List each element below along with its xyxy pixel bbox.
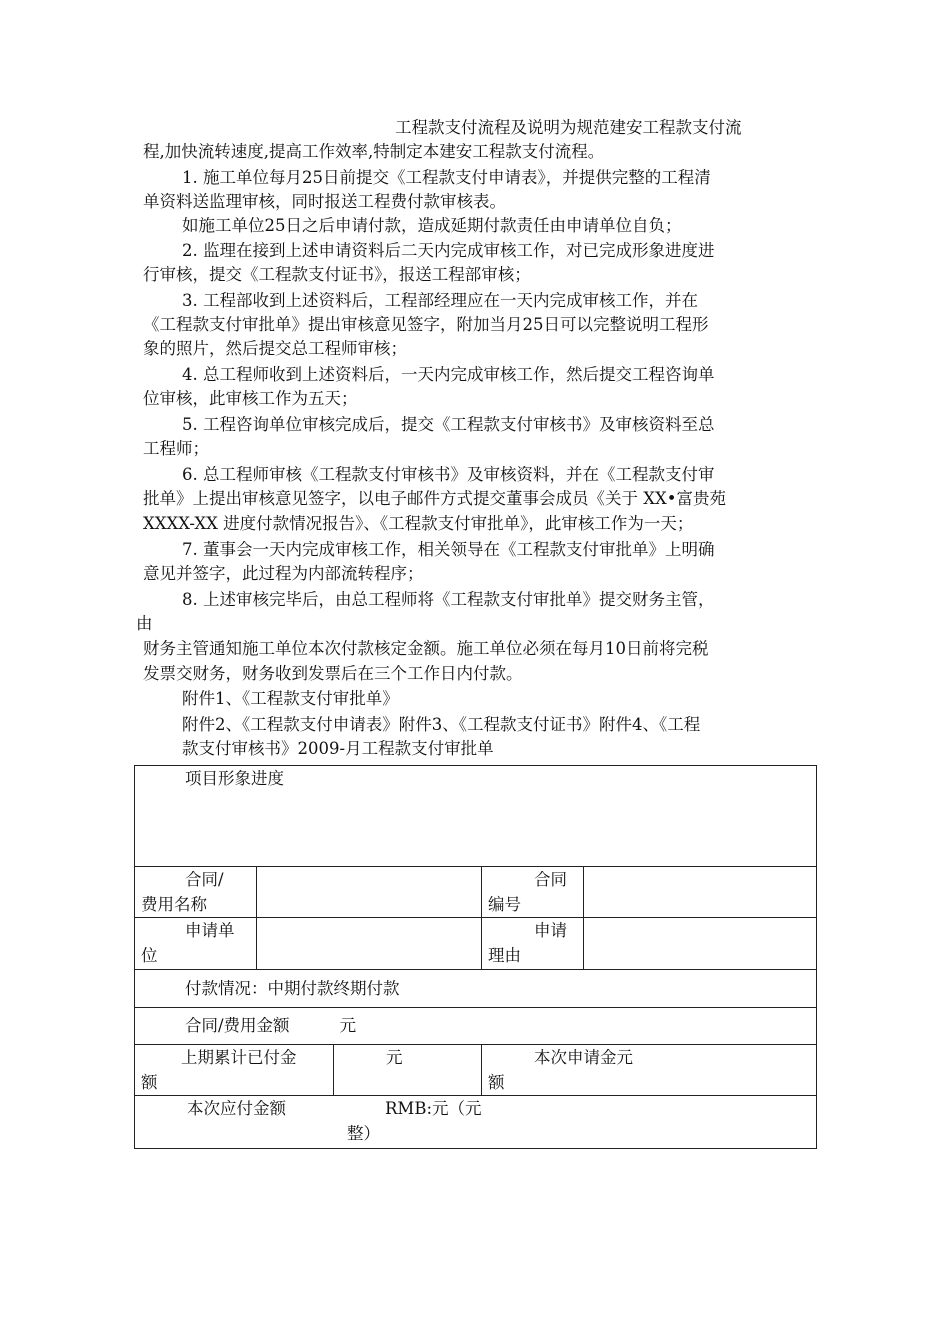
form-row-applicant: [135, 918, 817, 970]
contract-no-label: 编号: [488, 895, 521, 914]
contract-name-field[interactable]: [257, 867, 482, 918]
applicant-label-cell: [135, 918, 257, 970]
paragraph-line: 如施工单位25日之后申请付款，造成延期付款责任由申请单位自负；: [182, 216, 682, 235]
paid-field[interactable]: [334, 1045, 482, 1096]
applicant-label: 位: [141, 946, 158, 965]
reason-field[interactable]: [584, 918, 817, 970]
paragraph-line: 位审核，此审核工作为五天；: [143, 389, 358, 408]
paragraph-line: 8. 上述审核完毕后，由总工程师将《工程款支付审批单》提交财务主管，: [182, 590, 715, 609]
paid-label: 额: [141, 1073, 158, 1092]
applicant-field[interactable]: [257, 918, 482, 970]
progress-label: 项目形象进度: [185, 769, 284, 788]
payable-value: RMB:元（元: [385, 1099, 482, 1118]
paragraph-line: 工程师；: [143, 439, 209, 458]
doc-title: 工程款支付流程及说明为规范建安工程款支付流: [395, 118, 742, 137]
paragraph-line: 由: [136, 614, 153, 633]
progress-cell[interactable]: [135, 766, 817, 867]
paragraph-line: 7. 董事会一天内完成审核工作，相关领导在《工程款支付审批单》上明确: [182, 540, 715, 559]
contract-amount-unit: 元: [339, 1016, 357, 1035]
contract-name-label: 费用名称: [141, 895, 207, 914]
contract-no-field[interactable]: [584, 867, 817, 918]
paragraph-line: 1. 施工单位每月25日前提交《工程款支付申请表》，并提供完整的工程清: [182, 168, 711, 187]
form-row-contract: [135, 867, 817, 918]
payable-label: 本次应付金额: [187, 1099, 286, 1118]
paragraph-line: 《工程款支付审批单》提出审核意见签字，附加当月25日可以完整说明工程形: [143, 315, 709, 334]
paragraph-line: 单资料送监理审核，同时报送工程费付款审核表。: [143, 192, 506, 211]
paragraph-line: 6. 总工程师审核《工程款支付审核书》及审核资料，并在《工程款支付审: [182, 465, 715, 484]
paragraph-line: 财务主管通知施工单位本次付款核定金额。施工单位必须在每月10日前将完税: [143, 639, 709, 658]
paragraph-line: 2. 监理在接到上述申请资料后二天内完成审核工作，对已完成形象进度进: [182, 241, 715, 260]
attachment-line: 附件1、《工程款支付审批单》: [182, 689, 399, 708]
request-cell[interactable]: [482, 1045, 817, 1096]
form-row-contract-amount: [135, 1008, 817, 1045]
paid-label-cell: [135, 1045, 334, 1096]
paragraph-line: 行审核，提交《工程款支付证书》，报送工程部审核；: [143, 265, 531, 284]
applicant-label: 申请单: [185, 921, 235, 940]
payment-status: 付款情况：中期付款终期付款: [185, 979, 400, 998]
paragraph-line: 批单》上提出审核意见签字，以电子邮件方式提交董事会成员《关于 XX•富贵苑: [143, 489, 726, 508]
form-row-payable: [135, 1096, 817, 1149]
payable-value: 整）: [347, 1124, 380, 1143]
paragraph-line: 程,加快流转速度,提高工作效率,特制定本建安工程款支付流程。: [143, 142, 605, 161]
payment-approval-form: [134, 765, 817, 1149]
form-row-payment-status: [135, 970, 817, 1008]
contract-name-label-cell: [135, 867, 257, 918]
reason-label: 申请: [534, 921, 567, 940]
contract-name-label: 合同/: [185, 870, 224, 889]
paragraph-line: 象的照片，然后提交总工程师审核；: [143, 339, 407, 358]
reason-label: 理由: [488, 946, 521, 965]
paid-label: 上期累计已付金: [181, 1048, 297, 1067]
paragraph-line: XXXX-XX 进度付款情况报告》、《工程款支付审批单》，此审核工作为一天；: [143, 514, 694, 533]
form-row-amounts: [135, 1045, 817, 1096]
paragraph-line: 4. 总工程师收到上述资料后，一天内完成审核工作，然后提交工程咨询单: [182, 365, 715, 384]
request-label: 额: [488, 1073, 505, 1092]
paragraph-line: 意见并签字，此过程为内部流转程序；: [143, 564, 424, 583]
request-label: 本次申请金元: [534, 1048, 633, 1067]
contract-amount-cell[interactable]: [135, 1008, 817, 1045]
paragraph-line: 发票交财务，财务收到发票后在三个工作日内付款。: [143, 664, 523, 683]
form-title: 款支付审核书》2009-月工程款支付审批单: [182, 739, 494, 758]
contract-no-label-cell: [482, 867, 584, 918]
paragraph-line: 3. 工程部收到上述资料后，工程部经理应在一天内完成审核工作，并在: [182, 291, 698, 310]
form-row-progress: [135, 766, 817, 867]
attachment-line: 附件2、《工程款支付申请表》附件3、《工程款支付证书》附件4、《工程: [182, 715, 701, 734]
payment-status-cell[interactable]: [135, 970, 817, 1008]
paid-unit: 元: [386, 1048, 403, 1067]
contract-amount-label: 合同/费用金额: [185, 1016, 290, 1035]
paragraph-line: 5. 工程咨询单位审核完成后，提交《工程款支付审核书》及审核资料至总: [182, 415, 715, 434]
payable-cell[interactable]: [135, 1096, 817, 1149]
reason-label-cell: [482, 918, 584, 970]
contract-no-label: 合同: [534, 870, 567, 889]
